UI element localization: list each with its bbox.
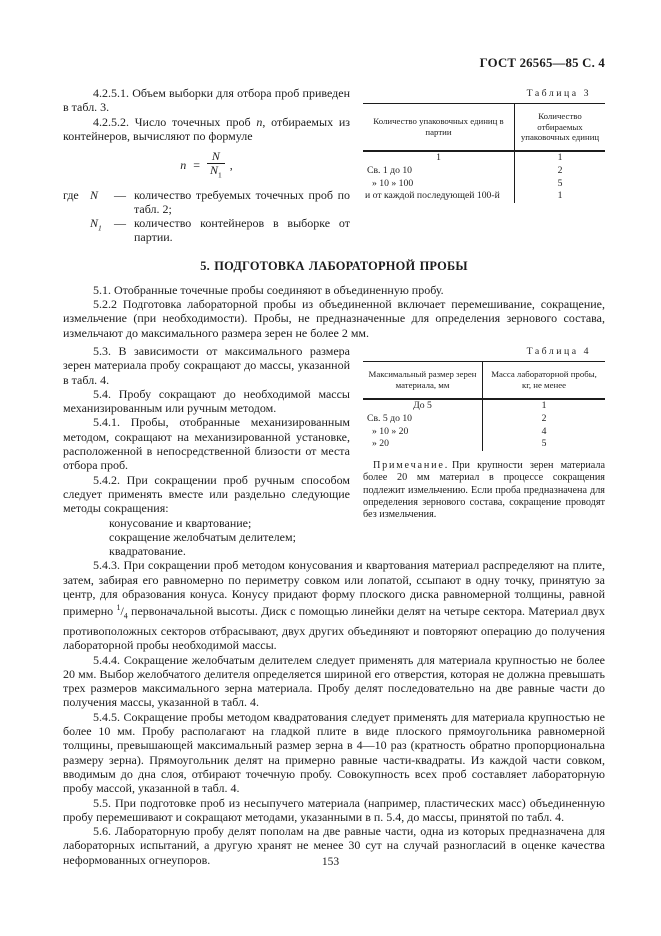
table-cell-count: 1 [557,190,563,202]
note-text: При крупности зерен материала более 20 мм материал в процессе сокращения подлежит измельчению. Если проба предназначена для определения зернового состава, сокращение проводят без измельчения. [363,460,605,520]
column-right-1 [363,86,605,245]
para-5-3: 5.3. В зависимости от максимального размера зерен материала пробу сокращают до массы, указанной в табл. 4. [63,343,350,387]
para-5-5: 5.5. При подготовке проб из несыпучего материала (например, пластических масс) объединенную пробу перемешивают и сокращают методами, указанными в п. 5.4, до массы, принятой по табл. 4. [63,795,605,824]
table-row [363,400,605,413]
table4 [363,361,605,451]
fraction-denominator [207,163,225,181]
method-item: сокращение желобчатым делителем; [109,529,296,544]
table-cell-size: До 5 [363,400,483,413]
table3 [363,103,605,203]
column-left-2 [63,344,350,558]
table4-note [363,460,605,521]
table3-header-row [363,104,605,152]
table-cell-count: 5 [557,177,563,189]
definition-row [63,216,350,245]
table4-col1-header: Максимальный размер зерен материала, мм [363,362,483,398]
where-definitions [63,188,350,245]
two-column-block-1 [63,86,605,245]
definition-row [63,188,350,217]
note-label: Примечание. [373,460,450,472]
term-N1: N [90,216,99,231]
term-N: N [90,187,99,202]
column-left-1 [63,86,350,245]
table4-col2-header: Масса лабораторной пробы, кг, не менее [491,369,597,390]
dash: — [114,216,126,231]
para-5-4-5: 5.4.5. Сокращение пробы методом квадратования следует применять для материала крупностью не более 10 мм. Пробу располагают на гладкой плите в виде плоского прямоугольника равномерной толщины, превышающей максимальный размер зерна в 4—10 раз (кратность обратно пропорциональна размеру зерна). Прямоугольник делят на примерно равные части-квадраты. Из каждой части совком, вводимым до дна слоя, отбирают точечную пробу. Совокупность всех проб составляет лабораторную пробу массой, указанной в табл. 4. [63,709,605,796]
para-4-2-5-2 [63,115,350,144]
section-5-title: 5. ПОДГОТОВКА ЛАБОРАТОРНОЙ ПРОБЫ [200,258,468,273]
para-5-4: 5.4. Пробу сокращают до необходимой массы механизированным или ручным методом. [63,386,350,416]
table-cell-size: » 20 [363,438,483,451]
denominator-subscript: 1 [218,170,222,180]
table-row [363,190,605,203]
para-4-2-5-1: 4.2.5.1. Объем выборки для отбора проб приведен в табл. 3. [63,86,350,115]
fullwidth-block-1 [63,283,605,340]
table-row [363,426,605,439]
fraction-slash: / [120,604,124,619]
table-cell-range: Св. 1 до 10 [363,165,515,178]
two-column-block-2 [63,344,605,558]
fraction-one: 1 [116,603,121,613]
para-5-1: 5.1. Отобранные точечные пробы соединяют в объединенную пробу. [93,282,444,297]
definition-term [90,188,114,217]
formula-lhs: n [180,158,187,173]
equals-sign: = [193,158,200,173]
where-word-spacer [63,216,90,245]
para-5-2-2: 5.2.2 Подготовка лабораторной пробы из объединенной включает перемешивание, сокращение, измельчение (при необходимости). Пробы, не предназначенные для определения зернового состава, измельчают до максимального размера зерен не более 2 мм. [63,297,605,340]
para-5-4-1: 5.4.1. Пробы, отобранные механизированным методом, сокращают на механизированной установке, расположенной в непосредственной близости от места отбора проб. [63,415,350,473]
table3-col1-header: Количество упаковочных единиц в партии [363,104,515,150]
definition-text: количество контейнеров в выборке от партии. [134,216,350,245]
para-4-2-5-2-pre: 4.2.5.2. Число точечных проб [93,114,257,129]
para-5-4-3-post: первоначальной высоты. Диск с помощью линейки делят на четыре сектора. Материал двух противоположных секторов отбрасывают, двух других объединяют и повторяют операцию до получения лабораторной пробы необходимой массы. [63,604,605,653]
table-cell-range: » 10 » 100 [363,178,515,191]
table-row [363,178,605,191]
para-5-4-3-pre: 5.4.3. При сокращении проб методом конусования и квартования материал распределяют на плите, затем, забирая его равномерно по периметру совком или лопатой, ссыпают в одну точку, принятую за центр, для образования конуса. Конусу придают форму плоского диска равномерной толщины, равной примерно [63,558,605,619]
where-word: где [63,187,79,202]
formula-comma: , [229,158,233,173]
fullwidth-block-2 [63,558,605,867]
table-cell-mass: 1 [541,399,547,411]
table4-label: Таблица 4 [526,345,591,357]
table3-col2-header: Количество отбираемых упаковочных единиц [520,111,600,143]
formula-n-equals-N-over-N1 [63,150,350,181]
table-cell-mass: 4 [541,425,547,437]
table-cell-mass: 5 [541,438,547,450]
table4-header-row [363,362,605,400]
doc-reference: ГОСТ 26565—85 С. 4 [479,56,605,70]
page-number: 153 [321,856,340,868]
table-cell-count: 1 [557,152,563,163]
table-cell-range: 1 [363,152,515,165]
definition-text: количество требуемых точечных проб по табл. 2; [134,187,350,216]
table-row [363,165,605,178]
fraction-numerator: N [211,149,220,164]
table-cell-range: и от каждой последующей 100-й [363,190,515,203]
table-row [363,438,605,451]
table-cell-size: Св. 5 до 10 [363,413,483,426]
table-cell-mass: 2 [541,412,547,424]
column-right-2 [363,344,605,558]
definition-term [90,216,114,245]
para-5-4-2: 5.4.2. При сокращении проб ручным способом следует применять вместе или раздельно следующие методы сокращения: [63,472,350,516]
method-item: конусование и квартование; [109,515,252,530]
term-sub: 1 [98,223,102,233]
table-row [363,413,605,426]
table-cell-count: 2 [557,164,563,176]
para-5-6: 5.6. Лабораторную пробу делят пополам на две равные части, одна из которых предназначена для лабораторных испытаний, а другую хранят не менее 30 сут на случай разногласий в оценке качества неформованных огнеупоров. [63,824,605,867]
para-5-4-3 [63,558,605,652]
para-4-2-5-2-post: , отбираемых из контейнеров, вычисляют по формуле [63,114,351,143]
denominator-base: N [210,163,219,178]
fraction [207,150,225,181]
fraction-four: 4 [123,611,128,621]
table3-label: Таблица 3 [526,88,591,99]
variable-n: n [256,114,263,129]
table-row [363,152,605,165]
dash: — [114,187,126,202]
para-5-4-4: 5.4.4. Сокращение желобчатым делителем следует применять для материала крупностью не более 20 мм. Выбор желобчатого делителя определяется шириной его отверстия, которая не должна превышать трех размеров максимального зерна материала. Пробу делят последовательно на две равные части до получения массы, указанной в табл. 4. [63,652,605,710]
table-cell-size: » 10 » 20 [363,426,483,439]
method-item: квадратование. [109,544,186,559]
